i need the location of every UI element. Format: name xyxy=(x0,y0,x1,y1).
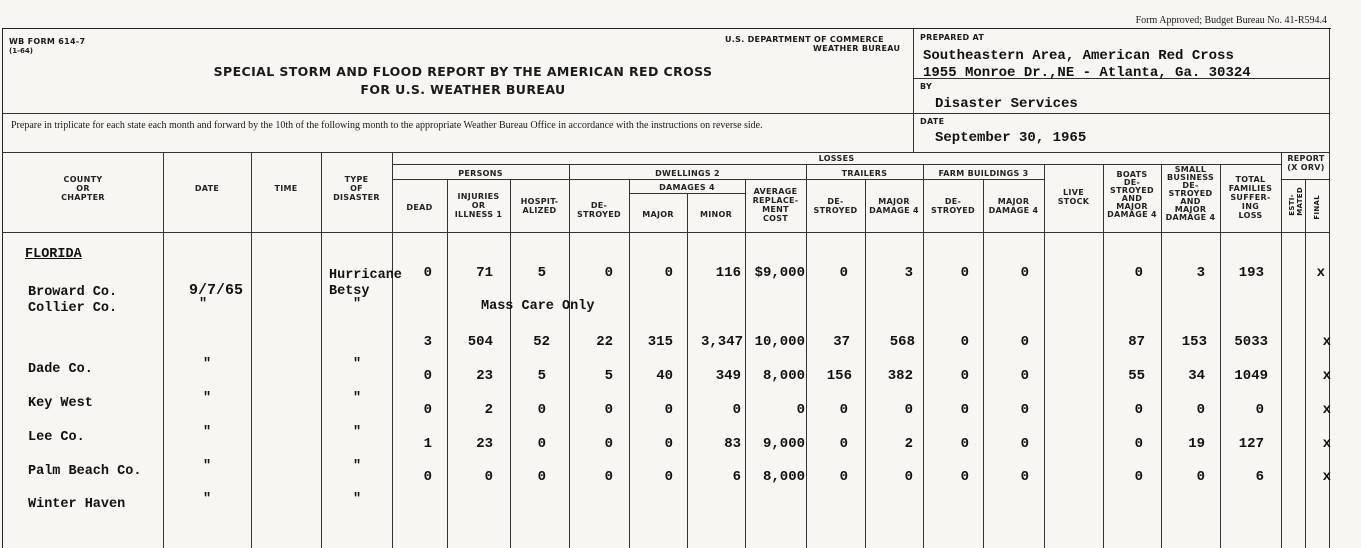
form-number: WB FORM 614-7 xyxy=(9,37,86,46)
header-major: MAJOR xyxy=(642,210,674,219)
cell-minor: 83 xyxy=(724,436,741,452)
cell-injuries: 2 xyxy=(484,402,493,418)
cell-fb-destroyed: 0 xyxy=(960,402,969,418)
cell-boats: 0 xyxy=(1134,436,1143,452)
date-value: September 30, 1965 xyxy=(935,130,1087,146)
cell-minor: 349 xyxy=(715,368,741,384)
cell-tr-major: 3 xyxy=(904,265,913,281)
cell-hosp: 0 xyxy=(537,469,546,485)
header-damages: DAMAGES 4 xyxy=(659,183,715,192)
header-small-business: SMALL BUSINESS DE- STROYED AND MAJOR DAMAGE 4 xyxy=(1165,165,1216,222)
header-trailers-destroyed: DE- STROYED xyxy=(813,197,858,215)
cell-hosp: 5 xyxy=(537,265,546,281)
header-dead: DEAD xyxy=(406,203,433,212)
cell-hosp: 0 xyxy=(537,402,546,418)
form-date: (1-64) xyxy=(9,47,33,55)
header-type: TYPE OF DISASTER xyxy=(333,175,380,202)
cell-dead: 0 xyxy=(423,469,432,485)
row-name: Winter Haven xyxy=(28,497,126,512)
cell-families: 0 xyxy=(1255,402,1264,418)
cell-families: 193 xyxy=(1238,265,1264,281)
cell-cost: 9,000 xyxy=(762,436,805,452)
row-type: " xyxy=(353,391,362,406)
cell-minor: 0 xyxy=(732,402,741,418)
header-date: DATE xyxy=(194,184,220,193)
cell-hosp: 5 xyxy=(537,368,546,384)
cell-boats: 0 xyxy=(1134,265,1143,281)
cell-boats: 55 xyxy=(1128,368,1145,384)
cell-cost: 10,000 xyxy=(754,334,805,350)
cell-major: 0 xyxy=(664,265,673,281)
header-avg-cost: AVERAGE REPLACE- MENT COST xyxy=(752,187,799,223)
cell-injuries: 23 xyxy=(476,368,493,384)
row-name: Palm Beach Co. xyxy=(28,464,142,479)
disaster-type-2: Betsy xyxy=(329,284,370,299)
row-name: Dade Co. xyxy=(28,362,93,377)
cell-cost: 8,000 xyxy=(762,368,805,384)
row-date: " xyxy=(203,425,212,440)
cell-destroyed: 0 xyxy=(604,265,613,281)
cell-tr-destroyed: 0 xyxy=(839,402,848,418)
form-title-1: SPECIAL STORM AND FLOOD REPORT BY THE AMERICAN RED CROSS xyxy=(213,64,713,79)
cell-tr-major: 568 xyxy=(889,334,915,350)
header-persons: PERSONS xyxy=(458,169,503,178)
cell-tr-major: 2 xyxy=(904,436,913,452)
cell-destroyed: 0 xyxy=(604,469,613,485)
row-type: " xyxy=(353,357,362,372)
header-minor: MINOR xyxy=(699,210,733,219)
cell-major: 315 xyxy=(647,334,673,350)
header-injuries: INJURIES OR ILLNESS 1 xyxy=(454,192,503,219)
cell-business: 0 xyxy=(1196,469,1205,485)
row-date: " xyxy=(203,492,212,507)
row-date: " xyxy=(203,459,212,474)
cell-final: x xyxy=(1322,402,1331,418)
cell-families: 1049 xyxy=(1234,368,1268,384)
header-farm-destroyed: DE- STROYED xyxy=(931,197,975,215)
row-name: Lee Co. xyxy=(28,430,85,445)
mass-care-note: Mass Care Only xyxy=(481,299,595,314)
header-destroyed: DE- STROYED xyxy=(577,201,621,219)
disaster-type-1: Hurricane xyxy=(329,268,402,283)
cell-boats: 87 xyxy=(1128,334,1145,350)
cell-fb-destroyed: 0 xyxy=(960,469,969,485)
cell-families: 127 xyxy=(1238,436,1264,452)
header-farm-buildings: FARM BUILDINGS 3 xyxy=(938,169,1029,178)
cell-minor: 6 xyxy=(732,469,741,485)
row-type: " xyxy=(353,297,362,312)
cell-injuries: 504 xyxy=(467,334,493,350)
cell-fb-major: 0 xyxy=(1020,368,1029,384)
header-boats: BOATS DE- STROYED AND MAJOR DAMAGE 4 xyxy=(1107,170,1157,219)
cell-business: 3 xyxy=(1196,265,1205,281)
header-livestock: LIVE STOCK xyxy=(1057,188,1090,206)
cell-injuries: 71 xyxy=(476,265,493,281)
cell-major: 40 xyxy=(656,368,673,384)
cell-dead: 0 xyxy=(423,368,432,384)
date-label: DATE xyxy=(920,117,945,126)
cell-final: x xyxy=(1322,334,1331,350)
cell-tr-destroyed: 0 xyxy=(839,265,848,281)
row-date: " xyxy=(199,297,208,312)
bureau: WEATHER BUREAU xyxy=(813,44,901,53)
cell-tr-major: 0 xyxy=(904,402,913,418)
cell-final: x xyxy=(1322,469,1331,485)
cell-destroyed: 0 xyxy=(604,436,613,452)
cell-final: x xyxy=(1322,436,1331,452)
approval-note: Form Approved; Budget Bureau No. 41-R594.4 xyxy=(1135,15,1327,26)
prepared-at-label: PREPARED AT xyxy=(920,33,985,42)
row-date: " xyxy=(203,357,212,372)
cell-destroyed: 0 xyxy=(604,402,613,418)
form-title-2: FOR U.S. WEATHER BUREAU xyxy=(360,82,566,97)
cell-tr-destroyed: 0 xyxy=(839,469,848,485)
cell-boats: 0 xyxy=(1134,469,1143,485)
header-final: FINAL xyxy=(1313,195,1321,220)
cell-dead: 1 xyxy=(423,436,432,452)
department: U.S. DEPARTMENT OF COMMERCE xyxy=(725,35,884,44)
cell-minor: 116 xyxy=(715,265,741,281)
cell-fb-major: 0 xyxy=(1020,265,1029,281)
cell-final: x xyxy=(1316,265,1325,281)
row-name: Key West xyxy=(28,396,93,411)
cell-hosp: 52 xyxy=(533,334,550,350)
cell-fb-major: 0 xyxy=(1020,334,1029,350)
cell-final: x xyxy=(1322,368,1331,384)
cell-fb-major: 0 xyxy=(1020,436,1029,452)
header-trailers: TRAILERS xyxy=(841,169,888,178)
row-type: " xyxy=(353,425,362,440)
row-type: " xyxy=(353,492,362,507)
cell-fb-destroyed: 0 xyxy=(960,334,969,350)
cell-major: 0 xyxy=(664,469,673,485)
header-hospitalized: HOSPIT- ALIZED xyxy=(520,197,559,215)
row-name: Broward Co. xyxy=(28,285,118,300)
cell-boats: 0 xyxy=(1134,402,1143,418)
header-losses: LOSSES xyxy=(818,154,855,163)
cell-business: 19 xyxy=(1188,436,1205,452)
row-date: 9/7/65 xyxy=(189,282,244,299)
cell-fb-destroyed: 0 xyxy=(960,436,969,452)
row-name: Collier Co. xyxy=(28,301,118,316)
cell-tr-destroyed: 156 xyxy=(826,368,852,384)
cell-dead: 3 xyxy=(423,334,432,350)
row-date: " xyxy=(203,391,212,406)
cell-tr-destroyed: 37 xyxy=(833,334,850,350)
cell-cost: $9,000 xyxy=(754,265,805,281)
instructions: Prepare in triplicate for each state each month and forward by the 10th of the following month to the appropriate Weather Bureau Office in accordance with the instructions on reverse side. xyxy=(11,120,763,131)
cell-destroyed: 22 xyxy=(596,334,613,350)
cell-minor: 3,347 xyxy=(700,334,743,350)
cell-injuries: 0 xyxy=(484,469,493,485)
cell-fb-destroyed: 0 xyxy=(960,265,969,281)
cell-business: 153 xyxy=(1181,334,1207,350)
cell-cost: 0 xyxy=(796,402,805,418)
header-farm-major: MAJOR DAMAGE 4 xyxy=(988,197,1039,215)
prepared-at-line1: Southeastern Area, American Red Cross xyxy=(923,48,1234,64)
cell-dead: 0 xyxy=(423,402,432,418)
by-label: BY xyxy=(920,82,933,91)
cell-tr-major: 382 xyxy=(887,368,913,384)
cell-fb-major: 0 xyxy=(1020,469,1029,485)
header-time: TIME xyxy=(274,184,298,193)
header-trailers-major: MAJOR DAMAGE 4 xyxy=(869,197,919,215)
cell-tr-destroyed: 0 xyxy=(839,436,848,452)
row-type: " xyxy=(353,459,362,474)
header-total-families: TOTAL FAMILIES SUFFER- ING LOSS xyxy=(1228,175,1273,220)
cell-destroyed: 5 xyxy=(604,368,613,384)
cell-major: 0 xyxy=(664,436,673,452)
cell-injuries: 23 xyxy=(476,436,493,452)
header-dwellings: DWELLINGS 2 xyxy=(655,169,720,178)
cell-families: 6 xyxy=(1255,469,1264,485)
cell-families: 5033 xyxy=(1234,334,1268,350)
header-report: REPORT (X ORV) xyxy=(1287,154,1325,172)
by-value: Disaster Services xyxy=(935,96,1078,112)
cell-dead: 0 xyxy=(423,265,432,281)
cell-fb-destroyed: 0 xyxy=(960,368,969,384)
cell-major: 0 xyxy=(664,402,673,418)
cell-tr-major: 0 xyxy=(904,469,913,485)
header-estimated: ESTI- MATED xyxy=(1288,187,1304,216)
cell-hosp: 0 xyxy=(537,436,546,452)
cell-cost: 8,000 xyxy=(762,469,805,485)
cell-business: 34 xyxy=(1188,368,1205,384)
prepared-at-line2: 1955 Monroe Dr.,NE - Atlanta, Ga. 30324 xyxy=(923,65,1251,81)
header-county: COUNTY OR CHAPTER xyxy=(61,175,105,202)
cell-fb-major: 0 xyxy=(1020,402,1029,418)
state-name: FLORIDA xyxy=(25,247,82,262)
cell-business: 0 xyxy=(1196,402,1205,418)
storm-report-form xyxy=(2,28,1331,548)
